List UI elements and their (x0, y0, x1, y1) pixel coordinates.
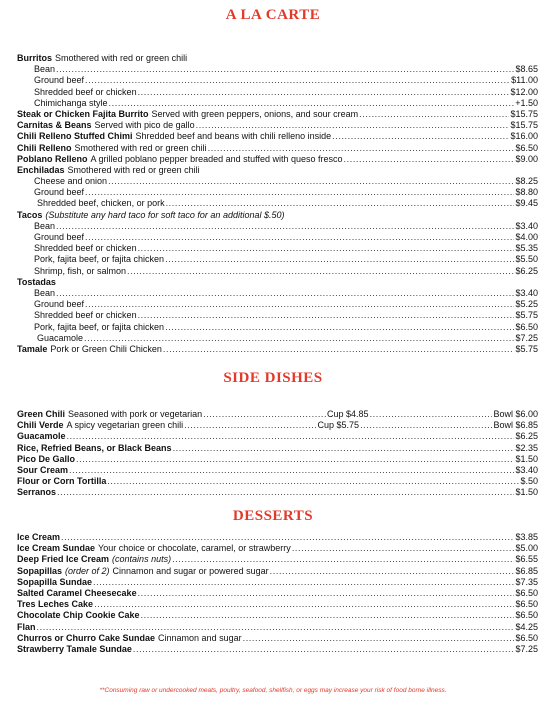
sub-item-label: Cheese and onion (34, 176, 108, 187)
item-price: $4.00 (515, 232, 538, 242)
sub-item (17, 288, 538, 299)
sub-item (17, 299, 538, 310)
item-price: $3.40 (515, 220, 538, 231)
item-price: $6.50 (515, 587, 538, 598)
sub-item-label: Shrimp, fish, or salmon (34, 265, 127, 276)
item-desc: Smothered with red or green chili (67, 164, 200, 175)
item-name: Sopapillas (17, 565, 63, 576)
item-price: $1.50 (515, 453, 538, 464)
item-name: Poblano Relleno (17, 153, 88, 164)
cup-price: Cup $4.85 (327, 409, 369, 419)
item-name: Serranos (17, 487, 57, 498)
sub-item (17, 98, 538, 109)
menu-item-burritos (17, 53, 538, 64)
item-price: $5.75 (515, 310, 538, 321)
leader-dots (57, 487, 514, 498)
sub-item-label: Ground beef (34, 75, 85, 86)
sub-item-label: Chimichanga style (34, 97, 108, 108)
menu-item-poblano (17, 154, 538, 165)
sub-item (17, 87, 538, 98)
item-price: $12.00 (510, 86, 538, 97)
item-desc: Smothered with red or green chili (55, 53, 188, 63)
bowl-price: Bowl $6.00 (493, 409, 538, 419)
leader-dots (93, 577, 514, 588)
item-name: Tacos (17, 209, 43, 220)
side-item-green-chili (17, 409, 538, 420)
sub-item (17, 176, 538, 187)
a-la-carte-section (17, 53, 538, 355)
item-price: $15.75 (510, 108, 538, 119)
desserts-title: DESSERTS (232, 508, 314, 524)
leader-dots (359, 109, 509, 120)
item-name: Chocolate Chip Cookie Cake (17, 610, 140, 621)
sub-item (17, 232, 538, 243)
desserts-section (17, 532, 538, 655)
menu-item-enchiladas (17, 165, 538, 176)
dessert-item (17, 532, 538, 543)
item-name: Chili Relleno Stuffed Chimi (17, 131, 133, 142)
item-price: $5.50 (515, 254, 538, 265)
item-desc: A grilled poblano pepper breaded and stuffed with queso fresco (90, 153, 343, 164)
sub-item (17, 198, 538, 209)
dessert-item (17, 577, 538, 588)
sub-item-label: Shredded beef or chicken (34, 243, 137, 254)
item-name: Sour Cream (17, 464, 69, 475)
sub-item-label: Bean (34, 287, 56, 298)
item-price: $11.00 (511, 75, 538, 86)
leader-dots (133, 644, 515, 655)
item-price: $9.45 (515, 198, 538, 209)
item-desc: Served with green peppers, onions, and sour cream (151, 108, 359, 119)
dessert-item (17, 554, 538, 565)
item-name: Ice Cream (17, 532, 61, 542)
item-price: $8.25 (515, 176, 538, 187)
item-price: $16.00 (510, 131, 538, 142)
leader-dots (141, 610, 515, 621)
item-price: $1.50 (515, 487, 538, 498)
menu-item-chili-chimi (17, 131, 538, 142)
item-name: Guacamole (17, 431, 66, 442)
leader-dots (166, 198, 515, 209)
leader-dots (61, 532, 514, 543)
leader-dots (109, 98, 515, 109)
bowl-price: Bowl $6.85 (493, 420, 538, 431)
item-desc: Smothered with red or green chili (74, 142, 207, 153)
leader-dots (138, 588, 515, 599)
side-item (17, 465, 538, 476)
side-item (17, 431, 538, 442)
item-note: (Substitute any hard taco for soft taco for an additional $.50) (45, 209, 285, 220)
dessert-item (17, 644, 538, 655)
item-price: $5.75 (515, 343, 538, 354)
item-name: Carnitas & Beans (17, 120, 92, 131)
leader-dots (69, 465, 514, 476)
sub-item-label: Ground beef (34, 299, 85, 310)
item-price: $3.40 (515, 464, 538, 475)
item-price: $3.40 (515, 287, 538, 298)
menu-item-chili-relleno (17, 143, 538, 154)
item-name: Green Chili (17, 409, 66, 419)
item-price: $6.55 (515, 554, 538, 565)
leader-dots (370, 409, 493, 420)
dessert-item (17, 588, 538, 599)
item-price: $6.25 (515, 431, 538, 442)
item-price: $6.50 (515, 632, 538, 643)
leader-dots (172, 554, 514, 565)
item-name: Tres Leches Cake (17, 599, 94, 610)
item-name: Pico De Gallo (17, 453, 76, 464)
sub-item-label: Bean (34, 64, 56, 75)
sub-item (17, 266, 538, 277)
leader-dots (85, 232, 514, 243)
item-name: Burritos (17, 53, 53, 63)
sub-item-label: Guacamole (37, 332, 84, 343)
sub-item-label: Pork, fajita beef, or fajita chicken (34, 321, 165, 332)
item-name: Flan (17, 621, 36, 632)
sub-item (17, 75, 538, 86)
leader-dots (138, 243, 515, 254)
item-note: (contains nuts) (112, 554, 172, 565)
item-price: $.50 (520, 476, 538, 487)
dessert-item (17, 622, 538, 633)
item-name: Flour or Corn Tortilla (17, 476, 107, 487)
leader-dots (56, 64, 514, 75)
item-name: Chili Relleno (17, 142, 72, 153)
item-price: $5.25 (515, 299, 538, 310)
leader-dots (165, 254, 514, 265)
menu-item-tamale (17, 344, 538, 355)
leader-dots (37, 622, 515, 633)
leader-dots (270, 566, 515, 577)
leader-dots (107, 476, 519, 487)
leader-dots (184, 420, 316, 431)
item-price: $15.75 (510, 120, 538, 131)
sub-item-label: Ground beef (34, 187, 85, 198)
sub-item (17, 221, 538, 232)
item-price: $5.00 (515, 543, 538, 554)
item-price: $6.25 (515, 265, 538, 276)
leader-dots (84, 333, 514, 344)
item-desc: Shredded beef and beans with chili relleno inside (135, 131, 332, 142)
leader-dots (56, 288, 514, 299)
item-price: $7.25 (515, 332, 538, 343)
leader-dots (138, 87, 510, 98)
side-item-chili-verde (17, 420, 538, 431)
item-price: $7.35 (515, 576, 538, 587)
dessert-item (17, 633, 538, 644)
sub-item (17, 254, 538, 265)
item-desc: A spicy vegetarian green chili (66, 420, 184, 431)
dessert-item (17, 610, 538, 621)
leader-dots (208, 143, 515, 154)
side-item (17, 443, 538, 454)
side-item (17, 476, 538, 487)
item-price: $6.50 (515, 321, 538, 332)
sub-item (17, 310, 538, 321)
item-price: $7.25 (515, 643, 538, 654)
item-price: $8.65 (515, 64, 538, 75)
item-price: $6.50 (515, 610, 538, 621)
sub-item (17, 333, 538, 344)
side-item (17, 487, 538, 498)
item-name: Rice, Refried Beans, or Black Beans (17, 442, 172, 453)
leader-dots (76, 454, 514, 465)
menu-item-carnitas (17, 120, 538, 131)
leader-dots (292, 543, 515, 554)
item-name: Churros or Churro Cake Sundae (17, 632, 156, 643)
leader-dots (165, 322, 514, 333)
item-desc: Your choice or chocolate, caramel, or strawberry (98, 543, 291, 554)
leader-dots (127, 266, 514, 277)
item-name: Chili Verde (17, 420, 64, 431)
item-price: $2.35 (515, 442, 538, 453)
leader-dots (56, 221, 514, 232)
leader-dots (108, 176, 514, 187)
item-price: $6.50 (515, 142, 538, 153)
food-safety-disclaimer: **Consuming raw or undercooked meats, poultry, seafood, shellfish, or eggs may increase your risk of food borne illness. (99, 687, 447, 694)
menu-item-tacos (17, 210, 538, 221)
dessert-item (17, 543, 538, 554)
leader-dots (67, 431, 515, 442)
item-name: Tamale (17, 343, 48, 354)
item-name: Steak or Chicken Fajita Burrito (17, 108, 149, 119)
item-price: $5.35 (515, 243, 538, 254)
sub-item (17, 322, 538, 333)
item-name: Ice Cream Sundae (17, 543, 96, 554)
cup-price: Cup $5.75 (317, 420, 360, 431)
item-name: Deep Fried Ice Cream (17, 554, 110, 565)
item-desc: Cinnamon and sugar (158, 632, 242, 643)
leader-dots (203, 409, 326, 420)
sub-item-label: Shredded beef, chicken, or pork (37, 198, 165, 209)
item-name: Enchiladas (17, 164, 65, 175)
leader-dots (332, 131, 509, 142)
item-name: Tostadas (17, 276, 56, 287)
sub-item-label: Pork, fajita beef, or fajita chicken (34, 254, 165, 265)
sub-item-label: Shredded beef or chicken (34, 310, 137, 321)
side-dishes-title: SIDE DISHES (223, 370, 323, 386)
item-price: $6.85 (515, 565, 538, 576)
item-price: $4.25 (515, 621, 538, 632)
leader-dots (94, 599, 514, 610)
side-item (17, 454, 538, 465)
dessert-item (17, 566, 538, 577)
item-name: Sopapilla Sundae (17, 576, 93, 587)
item-desc: Pork or Green Chili Chicken (50, 343, 162, 354)
menu-item-tostadas (17, 277, 538, 288)
leader-dots (85, 299, 514, 310)
sub-item (17, 243, 538, 254)
sub-item-label: Ground beef (34, 232, 85, 242)
item-desc: Cinnamon and sugar or powered sugar (112, 565, 269, 576)
leader-dots (243, 633, 515, 644)
item-price: $3.85 (515, 532, 538, 542)
leader-dots (173, 443, 515, 454)
sub-item (17, 64, 538, 75)
leader-dots (360, 420, 492, 431)
leader-dots (85, 187, 514, 198)
leader-dots (196, 120, 510, 131)
item-desc: Served with pico de gallo (94, 120, 195, 131)
dessert-item (17, 599, 538, 610)
item-name: Strawberry Tamale Sundae (17, 643, 132, 654)
menu-item-fajita-burrito (17, 109, 538, 120)
sub-item-label: Bean (34, 220, 56, 231)
item-price: +1.50 (515, 97, 538, 108)
leader-dots (163, 344, 515, 355)
leader-dots (138, 310, 515, 321)
leader-dots (85, 75, 510, 86)
item-name: Salted Caramel Cheesecake (17, 587, 137, 598)
sub-item (17, 187, 538, 198)
leader-dots (344, 154, 515, 165)
item-note: (order of 2) (65, 565, 110, 576)
item-desc: Seasoned with pork or vegetarian (68, 409, 203, 419)
side-dishes-section (17, 409, 538, 499)
sub-item-label: Shredded beef or chicken (34, 86, 137, 97)
a-la-carte-title: A LA CARTE (225, 7, 321, 23)
item-price: $6.50 (515, 599, 538, 610)
item-price: $9.00 (515, 153, 538, 164)
item-price: $8.80 (515, 187, 538, 198)
